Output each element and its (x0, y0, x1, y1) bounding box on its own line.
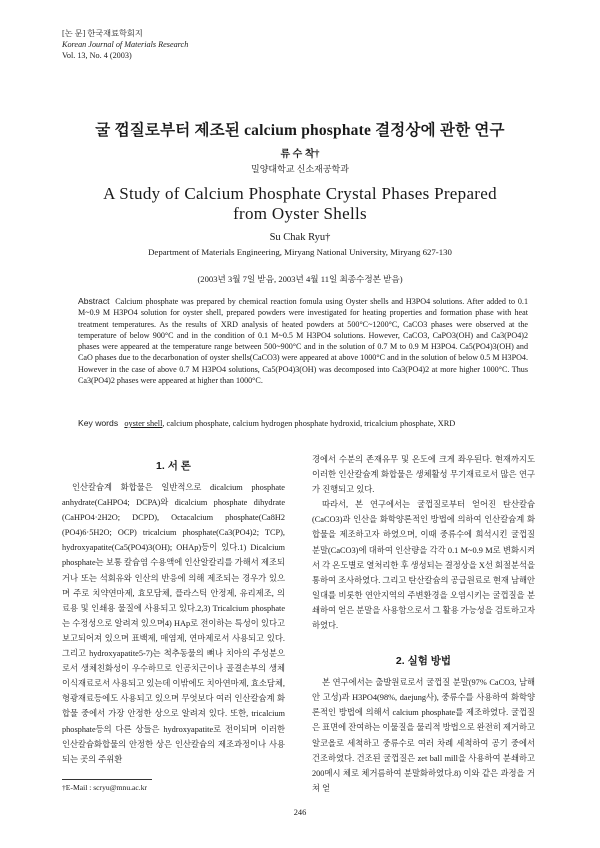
keyword-oyster-shell: oyster shell (124, 419, 163, 428)
section2-paragraph1: 본 연구에서는 출발원료로서 굴껍질 분말(97% CaCO3, 남해안 고성)과 H3PO4(98%, daejung사), 중류수를 사용하여 화학양론적인 방법에 의해서 calcium phosphate를 제조하였다. 굴껍질은 표면에 잔여하는 이물질을 물리적 방법으로 완전히 제거하고 알코올로 세척하고 중류수로 여러 차례 세척하여 공기 중에서 건조하였다. 건조된 굴껍질은 zet ball mill을 사용하여 분쇄하고 200메시 체로 체거름하여 분말화하였다.8) 이와 같은 과정을 거쳐 얻 (312, 678, 535, 793)
section1-heading: 1. 서 론 (156, 460, 191, 472)
abstract-text: Calcium phosphate was prepared by chemical reaction fomula using Oyster shells and H3PO4 solutions. After added to 0.1 M~0.9 M H3PO4 solution for oyster shell, prepared powders were investigated for heating properties and formation phase with heat treatment temperatures. As the results of XRD analysis of heated powders at 500°C~1200°C, CaCO3 phases were observed at the temperature of below 900°C and in the condition of 0.1 M~0.5 M H3PO4 solutions. However, CaCO3, CaPO3(OH) and Ca3(PO4)2 phases were appeared at the temperature range between 500~900°C and in the solution of 0.7 M to 0.9 M H3PO4. Ca5(PO4)3(OH) and CaO phases due to the decarbonation of oyster shells(CaCO3) were appeared at above 1000°C and in the solution of below 0.5 M H3PO4. However in the case of above 0.7 M H3PO4 solutions, Ca5(PO4)3(OH) was decomposed into Ca3(PO4)2 at more higher 1000°C. Thus Ca3(PO4)2 phases were appeared at higher than 1000°C. (78, 297, 528, 386)
journal-name-korean: [논 문] 한국재료학회지 (62, 29, 143, 38)
section1-paragraph2: 따라서, 본 연구에서는 굴껍질로부터 얻어진 탄산칼슘(CaCO3)과 인산을 화학양론적인 방법에 의하여 인산칼슘계 화합물을 제조하고자 하였으며, 이때 중류수에 희석시킨 굴껍질 분말(CaCO3)에 대하여 인산량을 각각 0.1 M~0.9 M로 변화시켜서 각 온도별로 열처리한 후 생성되는 결정상을 X선 회절분석을 통하여 조사하였다. 그리고 탄산칼슘의 공급원료로 현재 남해안 일대를 비롯한 연안지역의 주변환경을 오염시키는 굴껍질을 분쇄하여 얻은 분말을 사용함으로서 그 활용 가능성을 검토하고자 하였다. (312, 500, 535, 631)
received-dates: (2003년 3월 7일 받음, 2003년 4월 11일 최종수정본 받음) (197, 274, 403, 284)
journal-volume: Vol. 13, No. 4 (2003) (62, 51, 132, 60)
section2-heading: 2. 실험 방법 (395, 655, 452, 668)
keywords-label: Key words (78, 418, 119, 428)
footnote-rule (62, 779, 152, 780)
english-affiliation: Department of Materials Engineering, Miryang National University, Miryang 627-130 (148, 247, 452, 257)
english-title-line2: from Oyster Shells (233, 204, 367, 223)
page-number: 246 (293, 808, 307, 817)
footnote-email: †E-Mail : scryu@mnu.ac.kr (62, 783, 148, 792)
korean-title: 굴 껍질로부터 제조된 calcium phosphate 결정상에 관한 연구 (95, 122, 505, 139)
english-title-line1: A Study of Calcium Phosphate Crystal Phases Prepared (103, 184, 497, 203)
keywords-rest: , calcium phosphate, calcium hydrogen phosphate hydroxid, tricalcium phosphate, XRD (162, 419, 456, 428)
journal-header (62, 28, 188, 61)
journal-name-english: Korean Journal of Materials Research (62, 40, 189, 49)
korean-author: 류 수 착† (280, 149, 320, 160)
keywords (78, 418, 538, 428)
korean-affiliation: 밀양대학교 신소재공학과 (251, 164, 349, 174)
abstract (78, 296, 528, 386)
right-column (312, 452, 535, 796)
left-column (62, 452, 285, 767)
section1-paragraph1: 인산칼슘계 화합물은 일반적으로 dicalcium phosphate anhydrate(CaHPO4; DCPA)와 dicalcium phosphate dihydrate (CaHPO4·2H2O; DCPD), Octacalcium phosphate(Ca8H2 (PO4)6·5H2O; OCP) tricalcium phosphate(Ca3(PO4)2; TCP), hydroxyapatite(Ca5(PO4)3(OH); OHAp)등이 있다.1) Dicalcium phosphate는 보통 칼슘염 수용액에 인산알칼리를 가해서 제조되거나 또는 석회유와 인산의 반응에 의해 제조되는 경우가 있으며 주로 치약연마제, 효모담체, 플라스틱 안정제, 유리제조, 의료용 및 인쇄용 물질에 사용되고 있다.2,3) Tricalcium phosphate는 수정성으로 알려져 있으며4) HAp로 전이하는 특성이 있다고 보고되어져 있으며 표백제, 매염제, 연마제로서 사용되고 있다. 그리고 hydroxyapatite5-7)는 척추동물의 뼈나 치아의 주성분으로서 생체친화성이 우수하므로 인공치근이나 골결손부의 생체이식재료로서 사용되고 있는데 이밖에도 치아연마제, 효소담체, 형광재료등에도 사용되고 있으며 무엇보다 여러 인산칼슘계 화합물 중에서 가장 안정한 상으로 알려져 있다. 또한, tricalcium phosphate등의 다른 상들은 hydroxyapatite로 전이되며 이러한 인산칼슘화합물의 안정한 상은 인산칼슘의 제조과정이나 사용되는 곳의 주위환 (62, 483, 285, 764)
section1-paragraph1-continued: 경에서 수분의 존재유무 및 온도에 크게 좌우된다. 현재까지도 이러한 인산칼슘계 화합물은 생체활성 무기재료로서 많은 연구가 진행되고 있다. (312, 455, 535, 495)
english-title (0, 184, 600, 224)
abstract-label: Abstract (78, 296, 110, 306)
english-author: Su Chak Ryu† (269, 232, 331, 243)
